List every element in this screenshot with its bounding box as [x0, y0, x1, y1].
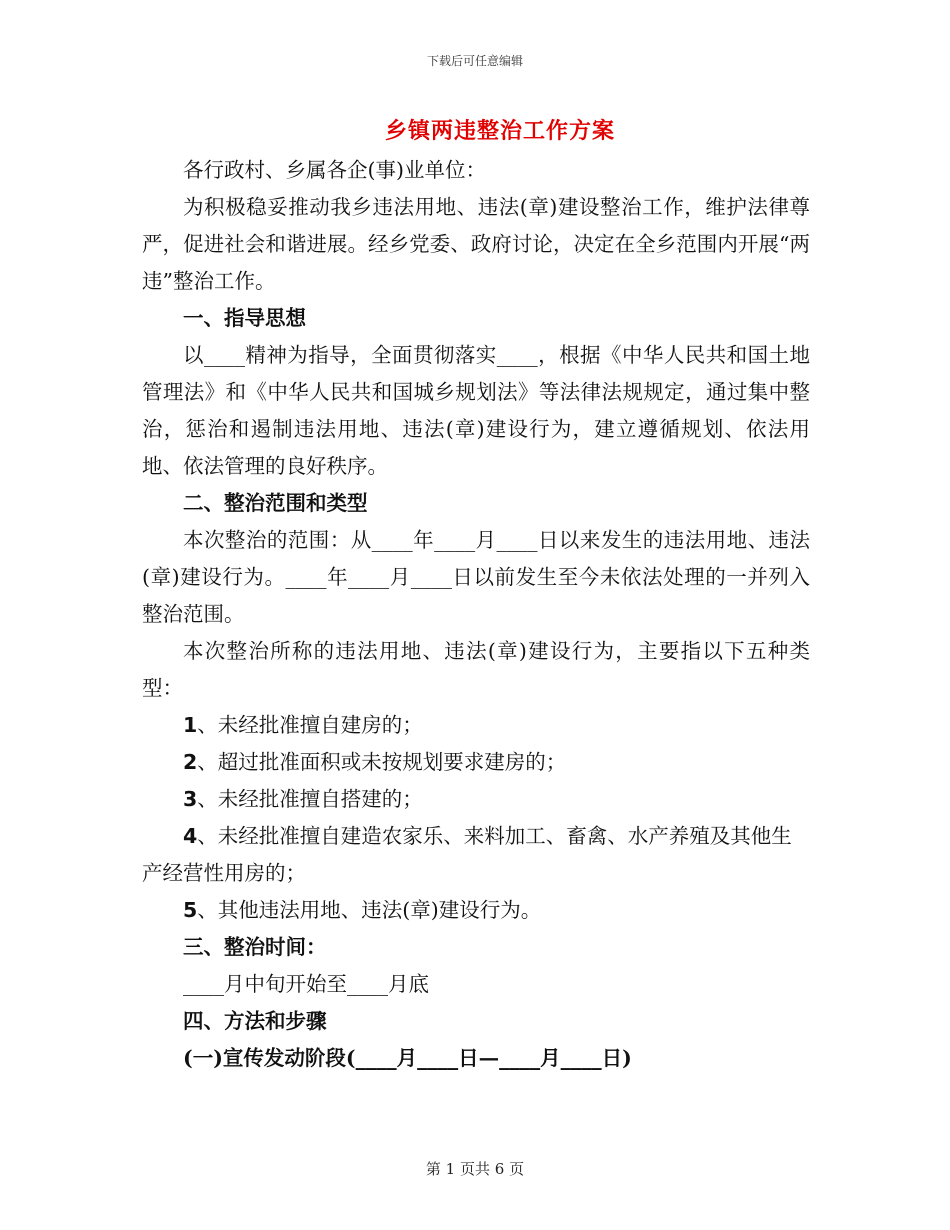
type-item-5: 5、其他违法用地、违法(章)建设行为。 — [183, 898, 542, 922]
salutation: 各行政村、乡属各企(事)业单位： — [183, 158, 486, 182]
header-note: 下载后可任意编辑 — [426, 54, 523, 68]
document-title: 乡镇两违整治工作方案 — [384, 118, 615, 144]
section3-heading: 三、整治时间： — [183, 935, 327, 959]
intro-paragraph: 为积极稳妥推动我乡违法用地、违法(章)建设整治工作，维护法律尊严，促进社会和谐进展。经乡党委、政府讨论，决定在全乡范围内开展“两违”整治工作。 — [142, 195, 810, 293]
section2-heading: 二、整治范围和类型 — [183, 491, 368, 515]
type-item-4: 4、未经批准擅自建造农家乐、来料加工、畜禽、水产养殖及其他生产经营性用房的； — [142, 824, 792, 885]
type-item-2: 2、超过批准面积或未按规划要求建房的； — [183, 750, 567, 774]
section4-sub1: (一)宣传发动阶段(____月____日—____月____日) — [183, 1046, 632, 1070]
section2-types-intro: 本次整治所称的违法用地、违法(章)建设行为，主要指以下五种类型： — [142, 639, 810, 700]
section1-text: 以____精神为指导，全面贯彻落实____，根据《中华人民共和国土地管理法》和《中华人民共和国城乡规划法》等法律法规规定，通过集中整治，惩治和遏制违法用地、违法(章)建设行为，建立遵循规划、依法用地、依法管理的良好秩序。 — [142, 343, 810, 478]
type-item-1: 1、未经批准擅自建房的； — [183, 713, 423, 737]
section1-heading: 一、指导思想 — [183, 306, 306, 330]
section4-heading: 四、方法和步骤 — [183, 1009, 327, 1033]
type-item-3: 3、未经批准擅自搭建的； — [183, 787, 423, 811]
section2-scope: 本次整治的范围：从____年____月____日以来发生的违法用地、违法(章)建设行为。____年____月____日以前发生至今未依法处理的一并列入整治范围。 — [142, 528, 810, 626]
document-body — [142, 150, 810, 1077]
page-footer: 第 1 页共 6 页 — [425, 1160, 525, 1178]
section3-text: ____月中旬开始至____月底 — [183, 972, 429, 996]
